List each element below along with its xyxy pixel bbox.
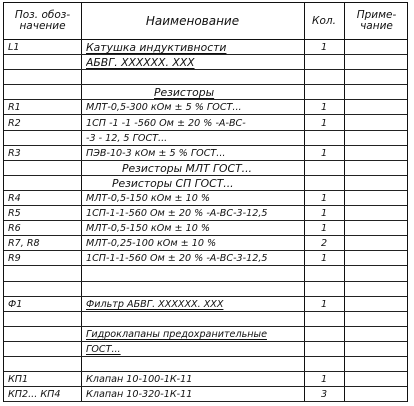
row-rule	[4, 401, 407, 402]
table-row	[4, 387, 407, 402]
table-row	[4, 85, 407, 100]
qty-cell	[304, 161, 344, 176]
table-row	[4, 206, 407, 221]
qty-cell: 2	[320, 238, 328, 250]
qty-cell: 1	[320, 42, 328, 53]
qty-cell: 1	[320, 117, 328, 129]
designator-cell: R9	[8, 253, 21, 265]
qty-cell	[304, 282, 344, 297]
qty-cell: 1	[320, 298, 328, 310]
name-cell: ПЭВ-10-3 кОм ± 5 % ГОСТ...	[86, 147, 226, 159]
designator-cell: КП2... КП4	[8, 389, 61, 401]
table-row	[4, 100, 407, 115]
designator-cell: Ф1	[8, 298, 23, 310]
qty-cell	[304, 312, 344, 327]
table-row	[4, 55, 407, 70]
name-cell: ГОСТ...	[86, 344, 121, 355]
table-row	[4, 191, 407, 206]
designator-cell	[8, 161, 72, 176]
designator-cell: R2	[8, 117, 21, 129]
name-cell	[86, 312, 301, 327]
designator-cell: R1	[8, 102, 21, 114]
name-cell: Резисторы МЛТ ГОСТ...	[122, 161, 252, 175]
designator-cell	[8, 357, 72, 372]
qty-cell	[304, 55, 344, 70]
qty-cell	[304, 342, 344, 357]
name-cell: 1СП -1 -1 -560 Ом ± 20 % -А-ВС-	[86, 117, 246, 129]
name-cell: МЛТ-0,5-150 кОм ± 10 %	[86, 223, 210, 235]
header-designator: Поз. обоз- начение	[14, 9, 71, 32]
table-row	[4, 236, 407, 251]
qty-cell	[304, 85, 344, 100]
designator-cell: R5	[8, 208, 21, 220]
name-cell: Резисторы СП ГОСТ...	[112, 176, 234, 190]
designator-cell	[8, 312, 72, 327]
designator-cell: R4	[8, 193, 21, 204]
table-row	[4, 131, 407, 146]
qty-cell: 1	[320, 208, 328, 220]
name-cell: 1СП-1-1-560 Ом ± 20 % -А-ВС-3-12,5	[86, 208, 268, 220]
table-row	[4, 221, 407, 236]
designator-cell: R6	[8, 223, 21, 235]
name-cell	[86, 267, 301, 282]
table-row	[4, 282, 407, 297]
header-qty: Кол.	[312, 14, 336, 27]
name-cell: 1СП-1-1-560 Ом ± 20 % -А-ВС-3-12,5	[86, 253, 268, 265]
designator-cell	[8, 282, 72, 297]
qty-cell: 1	[320, 102, 328, 114]
designator-cell: R3	[8, 147, 21, 159]
table-row	[4, 70, 407, 85]
name-cell: Фильтр АБВГ. XXXXXX. XXX	[86, 298, 224, 310]
table-row	[4, 251, 407, 266]
qty-cell	[304, 327, 344, 342]
name-cell: -3 - 12, 5 ГОСТ...	[86, 132, 168, 144]
qty-cell	[304, 357, 344, 372]
qty-cell: 1	[320, 147, 328, 159]
table-row	[4, 116, 407, 131]
qty-cell: 1	[320, 374, 328, 386]
name-cell: МЛТ-0,5-150 кОм ± 10 %	[86, 193, 210, 204]
table-row	[4, 342, 407, 357]
qty-cell: 1	[320, 253, 328, 265]
designator-cell	[8, 342, 72, 357]
table-row	[4, 40, 407, 55]
qty-cell: 3	[320, 389, 328, 401]
designator-cell: R7, R8	[8, 238, 40, 250]
name-cell: Гидроклапаны предохранительные	[86, 328, 267, 340]
designator-cell: L1	[8, 42, 20, 53]
table-row	[4, 357, 407, 372]
table-row	[4, 312, 407, 327]
designator-cell	[8, 176, 72, 191]
designator-cell	[8, 85, 72, 100]
table-row	[4, 161, 407, 176]
table-row	[4, 267, 407, 282]
designator-cell	[8, 70, 72, 85]
table-row	[4, 146, 407, 161]
header-name: Наименование	[145, 13, 240, 28]
name-cell	[86, 282, 301, 297]
name-cell: Резисторы	[154, 86, 215, 100]
table-row	[4, 176, 407, 191]
qty-cell	[304, 176, 344, 191]
designator-cell	[8, 131, 72, 146]
name-cell	[86, 357, 301, 372]
qty-cell	[304, 70, 344, 85]
name-cell	[86, 70, 301, 85]
table-row	[4, 297, 407, 312]
parts-list-table	[3, 2, 408, 402]
name-cell: МЛТ-0,25-100 кОм ± 10 %	[86, 238, 217, 250]
designator-cell	[8, 327, 72, 342]
name-cell: АБВГ. XXXXXX. XXX	[86, 56, 195, 70]
qty-cell	[304, 267, 344, 282]
table-row	[4, 327, 407, 342]
name-cell: Клапан 10-100-1К-11	[86, 374, 193, 386]
designator-cell: КП1	[8, 374, 29, 386]
name-cell: Клапан 10-320-1К-11	[86, 389, 193, 401]
qty-cell	[304, 131, 344, 146]
qty-cell: 1	[320, 193, 328, 204]
name-cell: Катушка индуктивности	[86, 41, 227, 54]
header-note: Приме- чание	[356, 9, 397, 32]
qty-cell: 1	[320, 223, 328, 235]
designator-cell	[8, 55, 72, 70]
table-row	[4, 372, 407, 387]
name-cell: МЛТ-0,5-300 кОм ± 5 % ГОСТ...	[86, 102, 242, 114]
designator-cell	[8, 267, 72, 282]
